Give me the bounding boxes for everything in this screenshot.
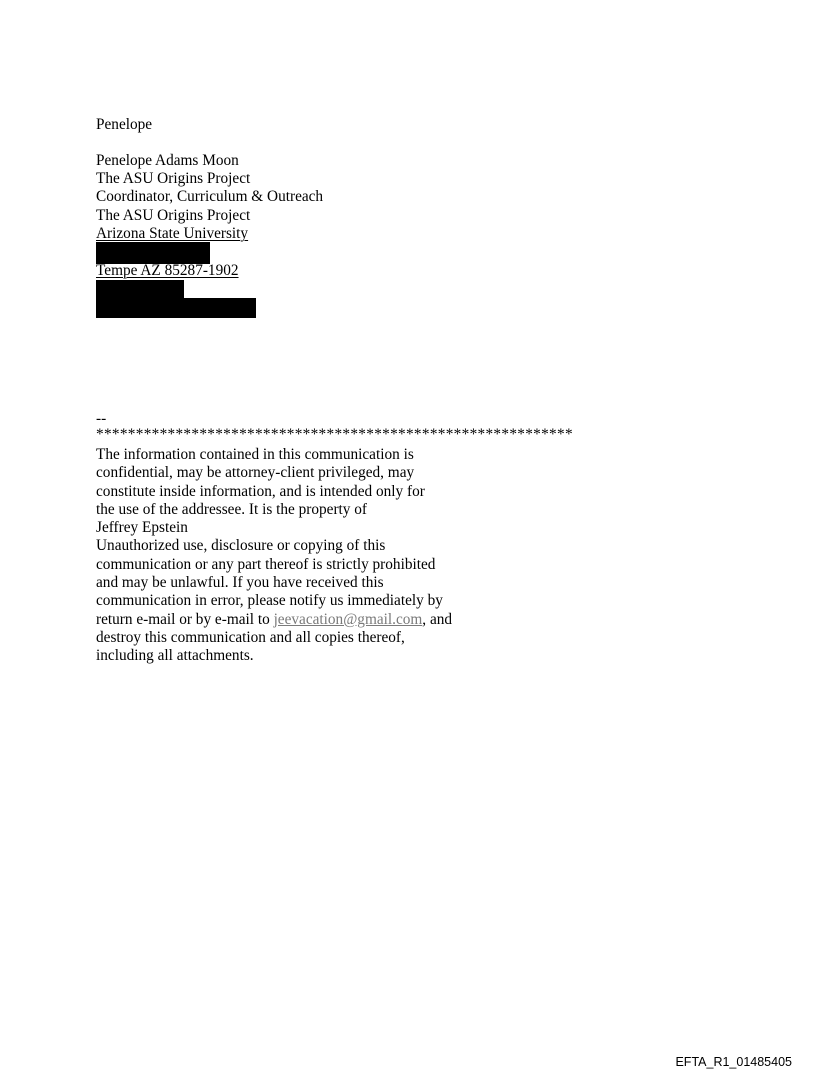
return-email-prefix: return e-mail or by e-mail to — [96, 610, 274, 628]
organization: The ASU Origins Project — [96, 170, 251, 187]
disclaimer-line: Unauthorized use, disclosure or copying of this — [96, 537, 386, 555]
confidentiality-disclaimer — [96, 446, 516, 666]
return-email-suffix: , and — [422, 610, 453, 628]
organization-repeat: The ASU Origins Project — [96, 207, 251, 224]
disclaimer-line: Jeffrey Epstein — [96, 519, 188, 537]
redaction-block — [96, 298, 256, 318]
city-zip: Tempe AZ 85287-1902 — [96, 262, 239, 279]
disclaimer-line: communication in error, please notify us immediately by — [96, 592, 443, 610]
disclaimer-line: the use of the addressee. It is the property of — [96, 500, 368, 518]
disclaimer-line: confidential, may be attorney-client privileged, may — [96, 464, 415, 482]
redaction-block — [96, 242, 210, 264]
disclaimer-line-with-email — [96, 611, 516, 629]
email-link[interactable]: jeevacation@gmail.com — [273, 610, 423, 628]
redaction-block — [96, 280, 184, 300]
sender-name: Penelope Adams Moon — [96, 152, 239, 169]
disclaimer-line: including all attachments. — [96, 647, 254, 665]
university-name: Arizona State University — [96, 225, 249, 242]
disclaimer-line: constitute inside information, and is intended only for — [96, 482, 425, 500]
separator-dashes: -- — [96, 410, 107, 427]
document-id: EFTA_R1_01485405 — [675, 1055, 792, 1069]
disclaimer-line: communication or any part thereof is strictly prohibited — [96, 555, 436, 573]
disclaimer-line: and may be unlawful. If you have received this — [96, 574, 384, 592]
job-title: Coordinator, Curriculum & Outreach — [96, 188, 324, 205]
disclaimer-line: destroy this communication and all copies thereof, — [96, 628, 405, 646]
greeting: Penelope — [96, 116, 153, 133]
disclaimer-line: The information contained in this communication is — [96, 446, 414, 463]
separator-stars: ************************************************************ — [96, 426, 573, 443]
